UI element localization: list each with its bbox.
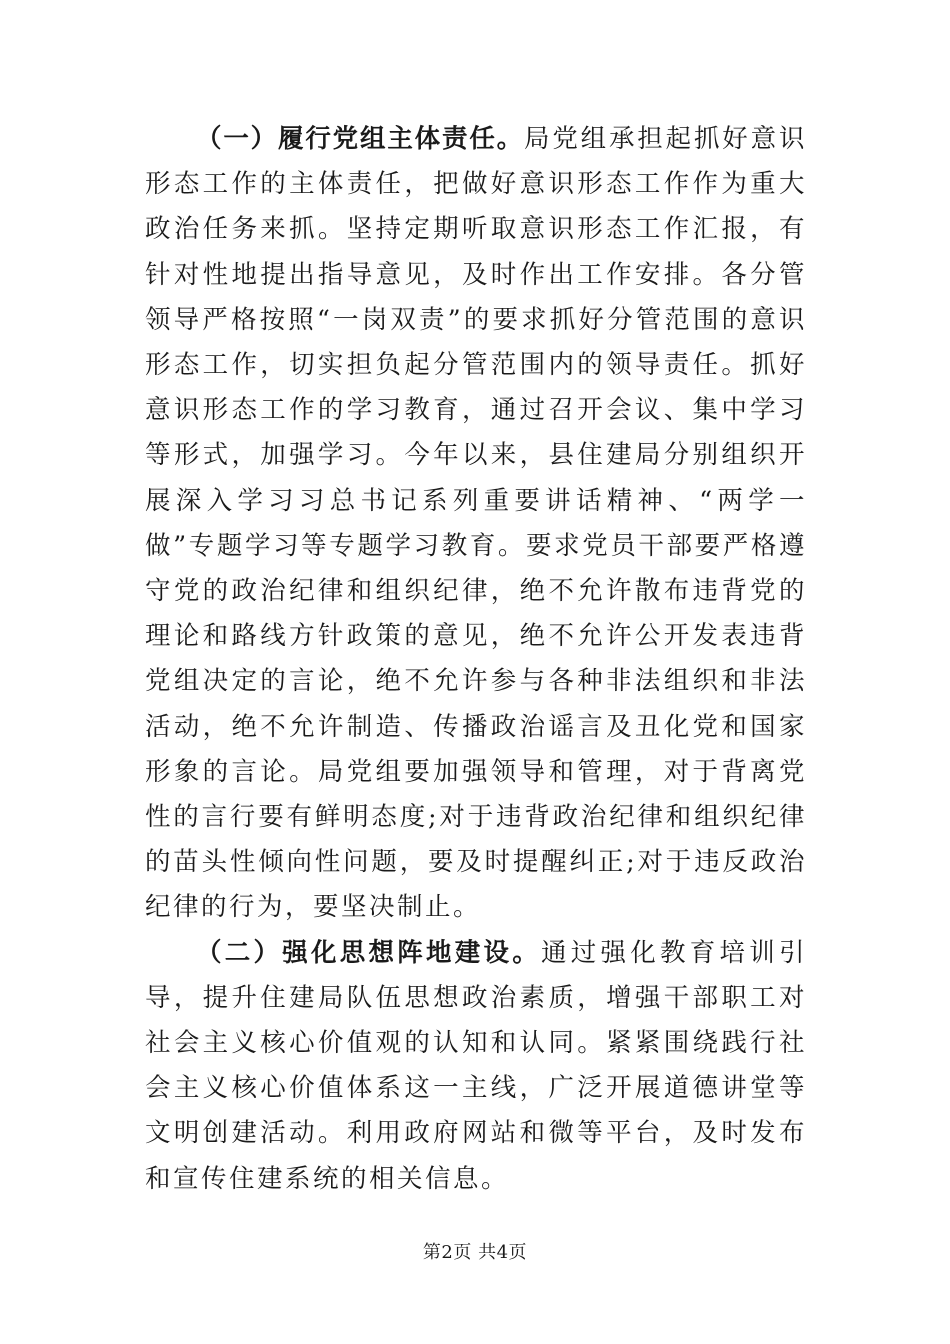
document-body — [145, 117, 807, 1202]
paragraph-2-text: 通过强化教育培训引导，提升住建局队伍思想政治素质，增强干部职工对社会主义核心价值观的认知和认同。紧紧围绕践行社会主义核心价值体系这一主线，广泛开展道德讲堂等文明创建活动。利用政府网站和微等平台，及时发布和宣传住建系统的相关信息。 — [145, 937, 807, 1194]
page-footer: 第2页 共4页 — [422, 1242, 528, 1263]
paragraph-1-heading: （一）履行党组主体责任。 — [196, 124, 524, 154]
paragraph-1 — [145, 117, 807, 931]
paragraph-2 — [145, 931, 807, 1202]
paragraph-1-text: 局党组承担起抓好意识形态工作的主体责任，把做好意识形态工作作为重大政治任务来抓。坚持定期听取意识形态工作汇报，有针对性地提出指导意见，及时作出工作安排。各分管领导严格按照“一岗双责”的要求抓好分管范围的意识形态工作，切实担负起分管范围内的领导责任。抓好意识形态工作的学习教育，通过召开会议、集中学习等形式，加强学习。今年以来，县住建局分别组织开展深入学习习总书记系列重要讲话精神、“两学一做”专题学习等专题学习教育。要求党员干部要严格遵守党的政治纪律和组织纪律，绝不允许散布违背党的理论和路线方针政策的意见，绝不允许公开发表违背党组决定的言论，绝不允许参与各种非法组织和非法活动，绝不允许制造、传播政治谣言及丑化党和国家形象的言论。局党组要加强领导和管理，对于背离党性的言行要有鲜明态度;对于违背政治纪律和组织纪律的苗头性倾向性问题，要及时提醒纠正;对于违反政治纪律的行为，要坚决制止。 — [145, 124, 807, 923]
paragraph-2-heading: （二）强化思想阵地建设。 — [196, 937, 541, 968]
